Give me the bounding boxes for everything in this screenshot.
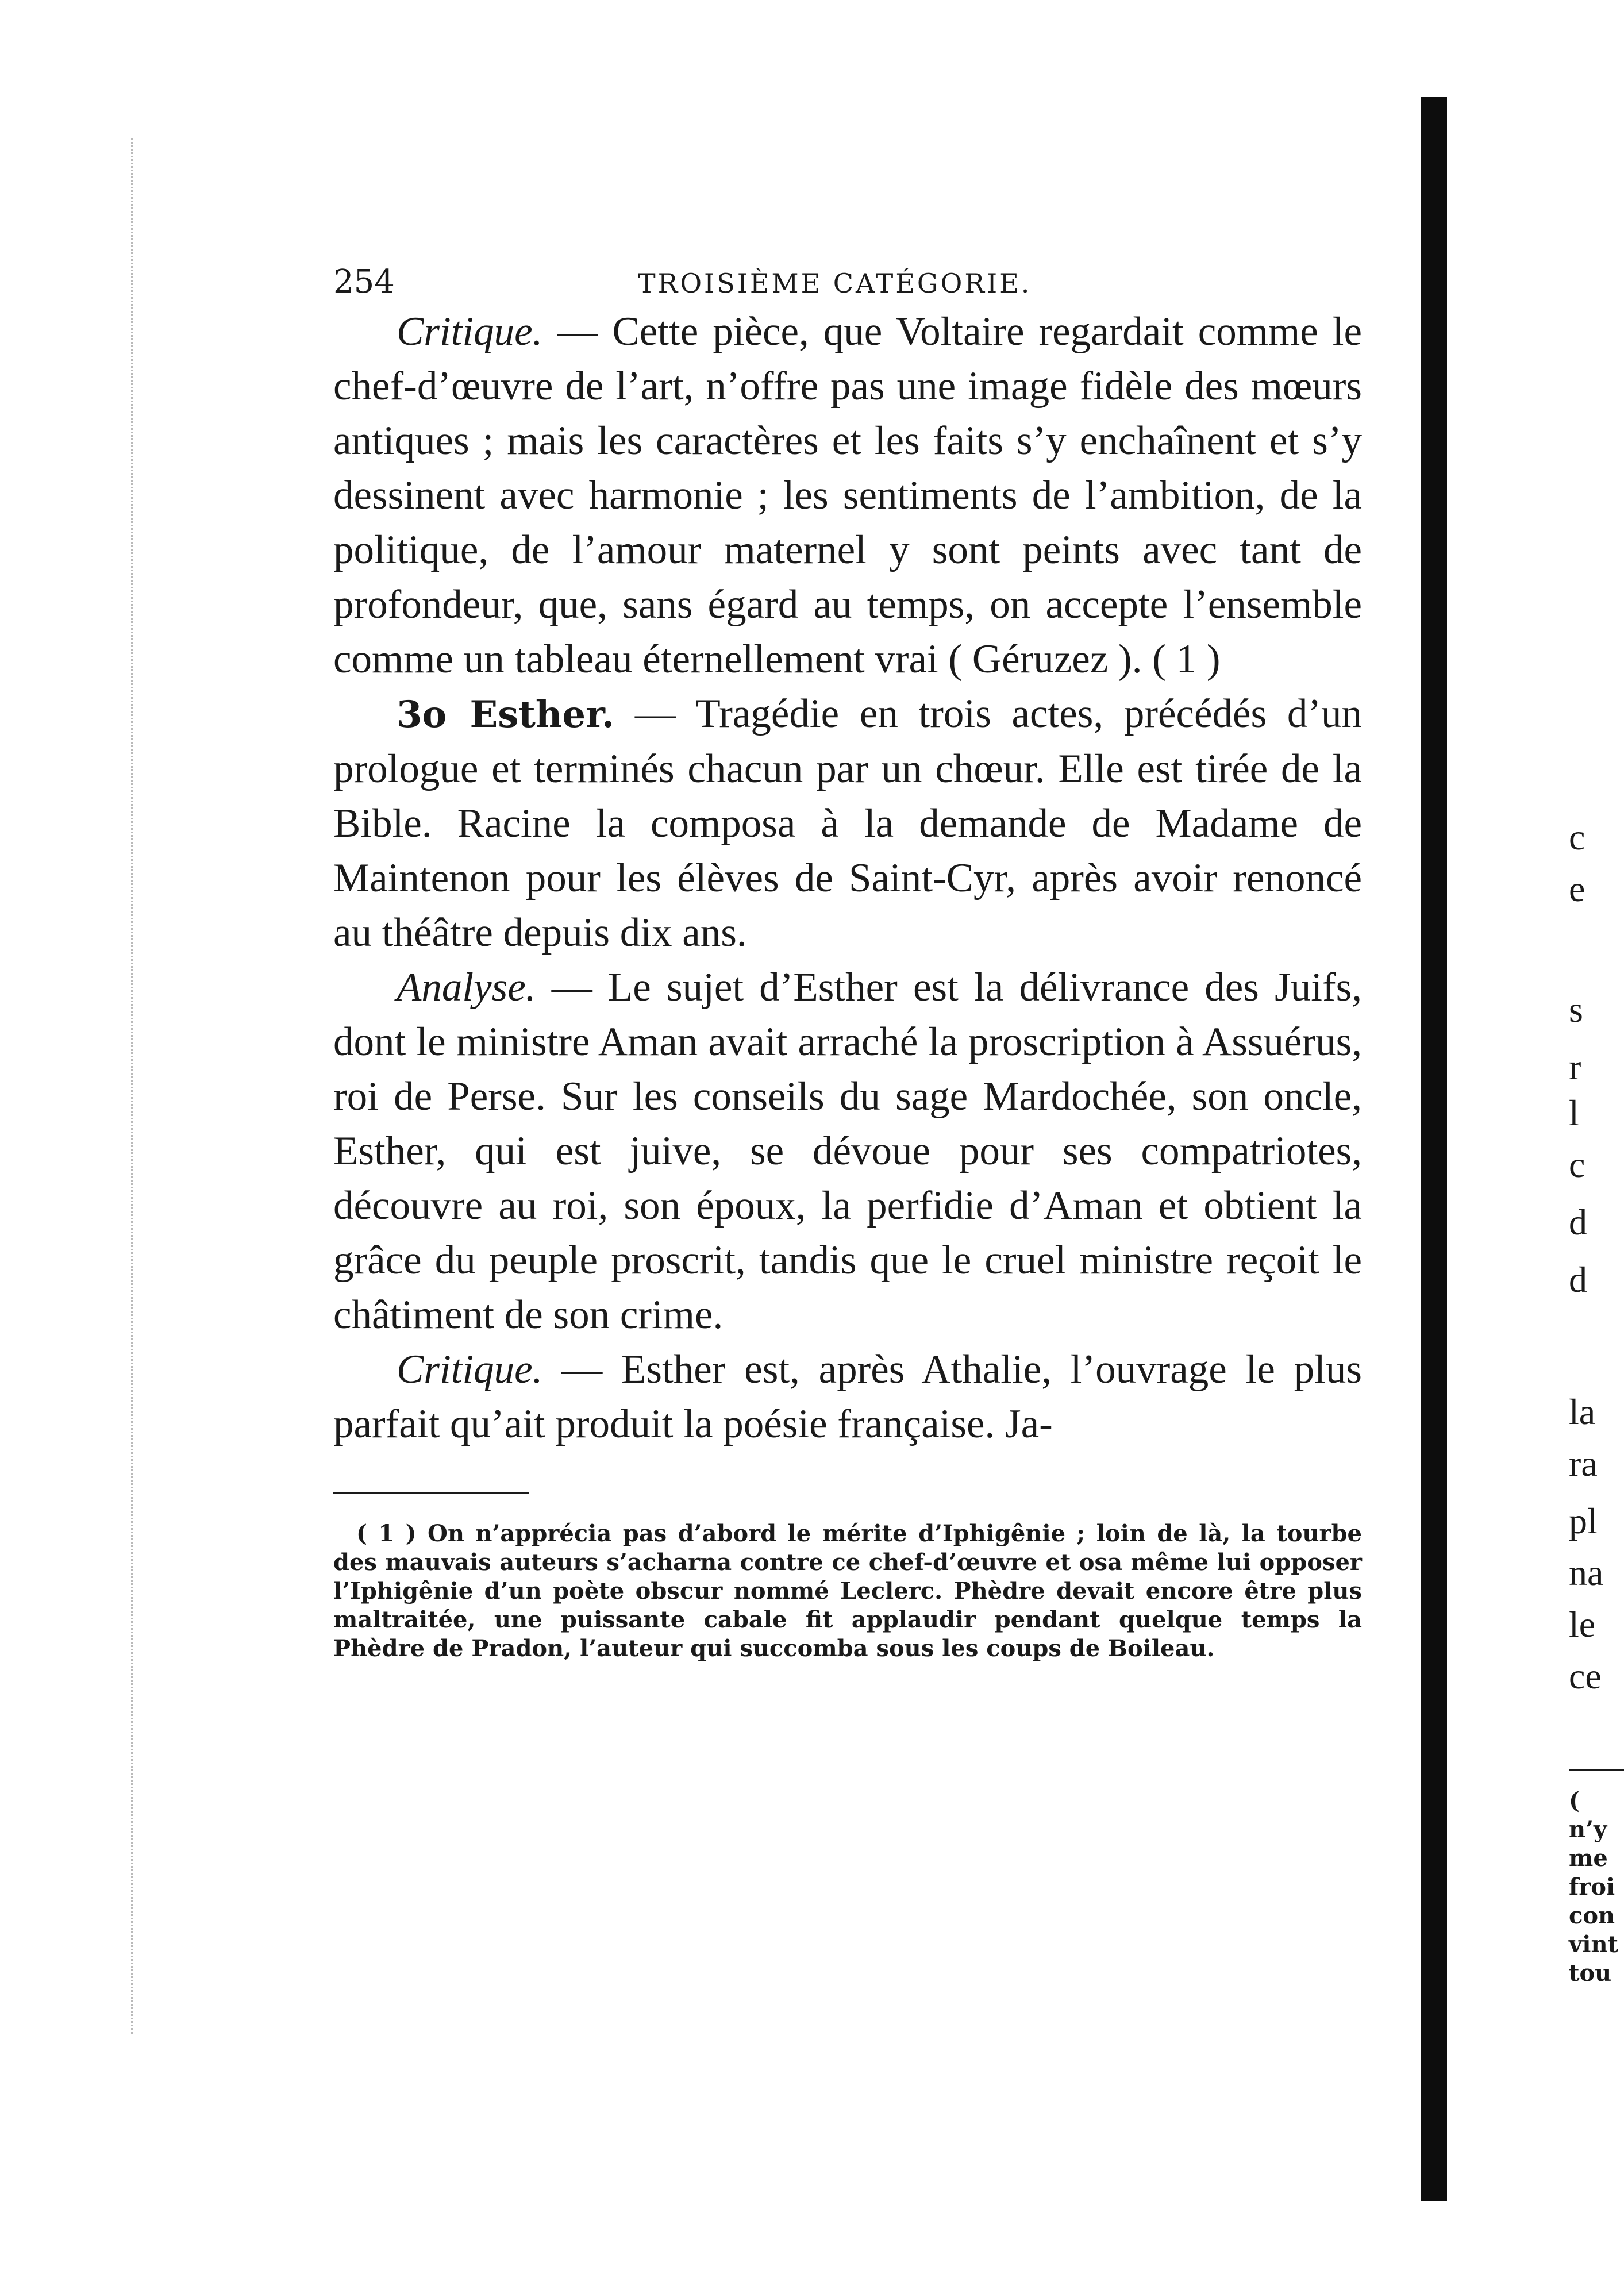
facing-footnote-rule (1569, 1769, 1624, 1771)
facing-fragment: con (1569, 1902, 1615, 1929)
facing-fragment: pl (1569, 1500, 1598, 1541)
facing-fragment: me (1569, 1845, 1608, 1872)
facing-fragment: n’y (1569, 1816, 1607, 1843)
paragraph-text: — Esther est, après Athalie, l’ouvrage le plus parfait qu’ait produit la poésie française. Ja- (333, 1347, 1362, 1446)
facing-fragment: d (1569, 1202, 1587, 1242)
paragraph-critique-1 (333, 305, 1362, 687)
paragraph-lead: 3o Esther. (397, 693, 615, 736)
facing-fragment: vint (1569, 1931, 1618, 1958)
book-page (333, 253, 1362, 1686)
paragraph-text: — Cette pièce, que Voltaire regardait comme le chef-d’œuvre de l’art, n’offre pas une image fidèle des mœurs antiques ; mais les caractères et les faits s’y enchaînent et s’y dessinent avec harmonie ; les sentiments de l’ambition, de la politique, de l’amour maternel y sont peints avec tant de profondeur, que, sans égard au temps, on accepte l’ensemble comme un tableau éternellement vrai ( Géruzez ). ( 1 ) (333, 309, 1362, 682)
facing-fragment: tou (1569, 1960, 1612, 1987)
facing-fragment: la (1569, 1391, 1596, 1432)
page-number: 254 (333, 263, 395, 301)
facing-page-fragments (1569, 0, 1624, 2274)
facing-fragment: froi (1569, 1873, 1615, 1900)
facing-fragment: ( (1569, 1787, 1580, 1814)
facing-fragment: l (1569, 1092, 1579, 1133)
facing-fragment: le (1569, 1604, 1596, 1645)
paragraph-lead: Critique. (397, 1347, 543, 1392)
facing-fragment: c (1569, 817, 1585, 857)
facing-fragment: s (1569, 989, 1583, 1030)
facing-fragment: na (1569, 1552, 1604, 1593)
facing-fragment: e (1569, 868, 1585, 909)
facing-fragment: ra (1569, 1443, 1598, 1484)
facing-fragment: ce (1569, 1656, 1602, 1696)
facing-fragment: c (1569, 1144, 1585, 1185)
body-text (333, 305, 1362, 1452)
paragraph-text: — Tragédie en trois actes, précédés d’un prologue et terminés chacun par un chœur. Elle est tirée de la Bible. Racine la composa à la demande de Madame de Maintenon pour les élèves de Saint-Cyr, après avoir renoncé au théâtre depuis dix ans. (333, 691, 1363, 955)
running-head (333, 253, 1362, 305)
section-title: TROISIÈME CATÉGORIE. (638, 268, 1032, 299)
footnote: ( 1 ) On n’apprécia pas d’abord le mérite d’Iphigênie ; loin de là, la tourbe des mauvais auteurs s’acharna contre ce chef-d’œuvre et osa même lui opposer l’Iphigênie d’un poète obscur nommé Leclerc. Phèdre devait encore être plus maltraitée, une puissante cabale fit applaudir pendant quelque temps la Phèdre de Pradon, l’auteur qui succomba sous les coups de Boileau. (333, 1520, 1362, 1662)
footnote-rule (333, 1492, 529, 1494)
facing-fragment: r (1569, 1046, 1581, 1087)
paragraph-lead: Critique. (397, 309, 543, 354)
paragraph-esther (333, 687, 1362, 960)
scan-left-edge (131, 138, 135, 2034)
binding-shadow (1421, 97, 1447, 2201)
facing-fragment: d (1569, 1259, 1587, 1300)
paragraph-text: — Le sujet d’Esther est la délivrance des Juifs, dont le ministre Aman avait arraché la proscription à Assuérus, roi de Perse. Sur les conseils du sage Mardochée, son oncle, Esther, qui est juive, se dévoue pour ses compatriotes, découvre au roi, son époux, la perfidie d’Aman et obtient la grâce du peuple proscrit, tandis que le cruel ministre reçoit le châtiment de son crime. (333, 965, 1362, 1337)
paragraph-analyse (333, 960, 1362, 1342)
paragraph-lead: Analyse. (397, 965, 536, 1010)
paragraph-critique-2 (333, 1342, 1362, 1452)
